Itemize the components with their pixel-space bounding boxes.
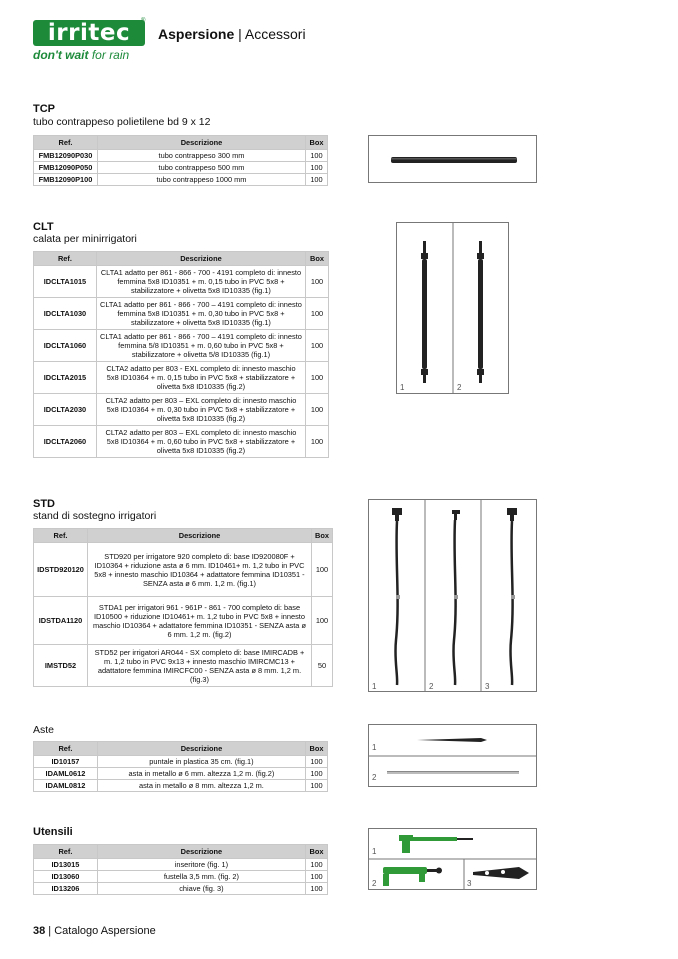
cell-box: 100 <box>311 597 332 645</box>
table-row <box>34 362 329 394</box>
cell-desc: puntale in plastica 35 cm. (fig.1) <box>97 756 305 768</box>
cell-box: 100 <box>305 150 327 162</box>
section-code-clt: CLT <box>33 221 54 233</box>
cell-box: 100 <box>311 543 332 597</box>
cell-desc: CLTA2 adatto per 803 – EXL completo di: innesto maschio 5x8 ID10364 + m. 0,30 tubo in PVC 5x8 + stabilizzatore + olivetta 5x8 ID10335 (fig.2) <box>96 394 305 426</box>
product-image-tcp <box>368 135 537 183</box>
page-footer <box>33 925 156 937</box>
cell-desc: CLTA1 adatto per 861 - 866 - 700 – 4191 completo di: innesto femmina 5/8 ID10351 + m. 0,60 tubo in PVC 5x8 + stabilizzatore + olivetta 5/8 ID10335 (fig.1) <box>96 330 305 362</box>
table-row <box>34 394 329 426</box>
page-header-title: Aspersione | Accessori <box>158 26 306 42</box>
cell-desc: asta in metallo ø 8 mm. altezza 1,2 m. <box>97 780 305 792</box>
cell-ref: IDCLTA2030 <box>34 394 97 426</box>
table-utensili <box>33 844 328 895</box>
cell-box: 50 <box>311 645 332 687</box>
table-std <box>33 528 333 687</box>
cell-ref: FMB12090P100 <box>34 174 98 186</box>
cell-desc: asta in metallo ø 6 mm. altezza 1,2 m. (fig.2) <box>97 768 305 780</box>
cell-box: 100 <box>306 871 328 883</box>
cell-desc: tubo contrappeso 300 mm <box>97 150 305 162</box>
cell-ref: IDCLTA1030 <box>34 298 97 330</box>
cell-ref: IDSTD920120 <box>34 543 88 597</box>
cell-ref: IDAML0812 <box>34 780 98 792</box>
cell-desc: chiave (fig. 3) <box>97 883 305 895</box>
cell-ref: IDCLTA1060 <box>34 330 97 362</box>
table-header-row <box>34 136 328 150</box>
cell-desc: fustella 3,5 mm. (fig. 2) <box>97 871 305 883</box>
cell-ref: FMB12090P030 <box>34 150 98 162</box>
table-row <box>34 543 333 597</box>
cell-desc: STD920 per irrigatore 920 completo di: base ID920080F + ID10364 + riduzione asta ø 6 mm. ID10461+ m. 1,2 tubo in PVC 5x8 + innesto maschio ID10364 + adattatore femmina ID10351 - SENZA asta ø 6 mm. 1,2 m. (fig.1) <box>87 543 311 597</box>
table-aste <box>33 741 328 792</box>
cell-ref: IDSTDA1120 <box>34 597 88 645</box>
table-row <box>34 597 333 645</box>
col-ref: Ref. <box>34 252 97 266</box>
section-code-tcp: TCP <box>33 103 55 115</box>
section-subtitle-tcp: tubo contrappeso polietilene bd 9 x 12 <box>33 116 211 128</box>
col-desc: Descrizione <box>97 845 305 859</box>
col-ref: Ref. <box>34 529 88 543</box>
cell-desc: CLTA2 adatto per 803 - EXL completo di: innesto maschio 5x8 ID10364 + m. 0,15 tubo in PVC 5x8 + stabilizzatore + olivetta 5x8 ID10335 (fig.2) <box>96 362 305 394</box>
section-subtitle-clt: calata per minirrigatori <box>33 233 137 245</box>
table-row <box>34 871 328 883</box>
cell-box: 100 <box>305 768 327 780</box>
fig-label: 2 <box>372 879 377 888</box>
table-row <box>34 883 328 895</box>
table-tcp <box>33 135 328 186</box>
section-code-std: STD <box>33 498 55 510</box>
cell-box: 100 <box>306 266 329 298</box>
cell-ref: IDCLTA1015 <box>34 266 97 298</box>
fig-label: 2 <box>372 773 377 782</box>
cell-box: 100 <box>306 330 329 362</box>
fig-label: 3 <box>485 682 490 691</box>
cell-ref: IDCLTA2060 <box>34 426 97 458</box>
fig-label: 2 <box>429 682 434 691</box>
col-ref: Ref. <box>34 845 98 859</box>
col-ref: Ref. <box>34 136 98 150</box>
product-image-aste <box>368 724 537 787</box>
riser-images <box>397 223 509 394</box>
table-row <box>34 174 328 186</box>
col-desc: Descrizione <box>96 252 305 266</box>
cell-desc: CLTA2 adatto per 803 – EXL completo di: innesto maschio 5x8 ID10364 + m. 0,60 tubo in PVC 5x8 + stabilizzatore + olivetta 5x8 ID10335 (fig.2) <box>96 426 305 458</box>
cell-desc: STD52 per irrigatori AR044 - SX completo di: base IMIRCADB + m. 1,2 tubo in PVC 9x13 + innesto maschio IMIRCMC13 + adattatore femmina IMIRCFC00 - SENZA asta ø 8 mm. 1,2 m. (fig.3) <box>87 645 311 687</box>
col-ref: Ref. <box>34 742 98 756</box>
tool-images <box>369 829 537 890</box>
cell-desc: tubo contrappeso 1000 mm <box>97 174 305 186</box>
product-image-utensili <box>368 828 537 890</box>
table-row <box>34 859 328 871</box>
fig-label: 1 <box>372 743 377 752</box>
cell-ref: IDAML0612 <box>34 768 98 780</box>
brand-tagline: don't wait for rain <box>33 48 130 62</box>
brand-logo: irritec <box>33 20 145 46</box>
col-desc: Descrizione <box>87 529 311 543</box>
cell-box: 100 <box>306 883 328 895</box>
cell-box: 100 <box>306 298 329 330</box>
cell-ref: ID13206 <box>34 883 98 895</box>
cell-desc: CLTA1 adatto per 861 - 866 - 700 - 4191 completo di: innesto femmina 5x8 ID10351 + m. 0,15 tubo in PVC 5x8 + stabilizzatore + olivetta 5x8 ID10335 (fig.1) <box>96 266 305 298</box>
table-row <box>34 266 329 298</box>
section-subtitle-std: stand di sostegno irrigatori <box>33 510 157 522</box>
fig-label: 1 <box>372 682 377 691</box>
stand-images <box>369 500 537 692</box>
stake-images <box>369 725 537 787</box>
cell-desc: tubo contrappeso 500 mm <box>97 162 305 174</box>
cell-ref: FMB12090P050 <box>34 162 98 174</box>
fig-label: 2 <box>457 383 462 392</box>
table-header-row <box>34 845 328 859</box>
fig-label: 1 <box>400 383 405 392</box>
cell-box: 100 <box>305 162 327 174</box>
product-image-clt <box>396 222 509 394</box>
table-header-row <box>34 252 329 266</box>
tube-image <box>369 136 537 183</box>
cell-ref: ID10157 <box>34 756 98 768</box>
footer-text: | Catalogo Aspersione <box>45 925 156 937</box>
cell-desc: CLTA1 adatto per 861 - 866 - 700 – 4191 completo di: innesto femmina 5x8 ID10351 + m. 0,30 tubo in PVC 5x8 + stabilizzatore + olivetta 5x8 ID10335 (fig.1) <box>96 298 305 330</box>
table-row <box>34 150 328 162</box>
col-box: Box <box>305 136 327 150</box>
cell-desc: STDA1 per irrigatori 961 - 961P - 861 - 700 completo di: base ID10500 + riduzione ID10461+ m. 1,2 tubo in PVC 5x8 + innesto maschio ID10364 + adattatore femmina ID10351 - SENZA asta ø 6 mm. 1,2 m. (fig.2) <box>87 597 311 645</box>
cell-box: 100 <box>306 362 329 394</box>
col-desc: Descrizione <box>97 742 305 756</box>
table-row <box>34 645 333 687</box>
table-row <box>34 780 328 792</box>
table-row <box>34 756 328 768</box>
table-row <box>34 426 329 458</box>
table-row <box>34 768 328 780</box>
cell-box: 100 <box>305 780 327 792</box>
cell-ref: ID13060 <box>34 871 98 883</box>
cell-ref: IMSTD52 <box>34 645 88 687</box>
col-box: Box <box>305 742 327 756</box>
cell-ref: IDCLTA2015 <box>34 362 97 394</box>
col-box: Box <box>306 845 328 859</box>
section-code-utensili: Utensili <box>33 826 73 838</box>
table-header-row <box>34 742 328 756</box>
col-box: Box <box>306 252 329 266</box>
cell-box: 100 <box>306 859 328 871</box>
col-desc: Descrizione <box>97 136 305 150</box>
table-header-row <box>34 529 333 543</box>
cell-box: 100 <box>306 426 329 458</box>
fig-label: 3 <box>467 879 472 888</box>
cell-desc: inseritore (fig. 1) <box>97 859 305 871</box>
registered-mark: ® <box>141 18 146 24</box>
fig-label: 1 <box>372 847 377 856</box>
product-image-std <box>368 499 537 692</box>
section-subtitle-aste: Aste <box>33 724 55 736</box>
table-row <box>34 330 329 362</box>
table-clt <box>33 251 329 458</box>
cell-ref: ID13015 <box>34 859 98 871</box>
page-number: 38 <box>33 925 46 937</box>
cell-box: 100 <box>305 174 327 186</box>
table-row <box>34 162 328 174</box>
col-box: Box <box>311 529 332 543</box>
table-row <box>34 298 329 330</box>
cell-box: 100 <box>305 756 327 768</box>
cell-box: 100 <box>306 394 329 426</box>
